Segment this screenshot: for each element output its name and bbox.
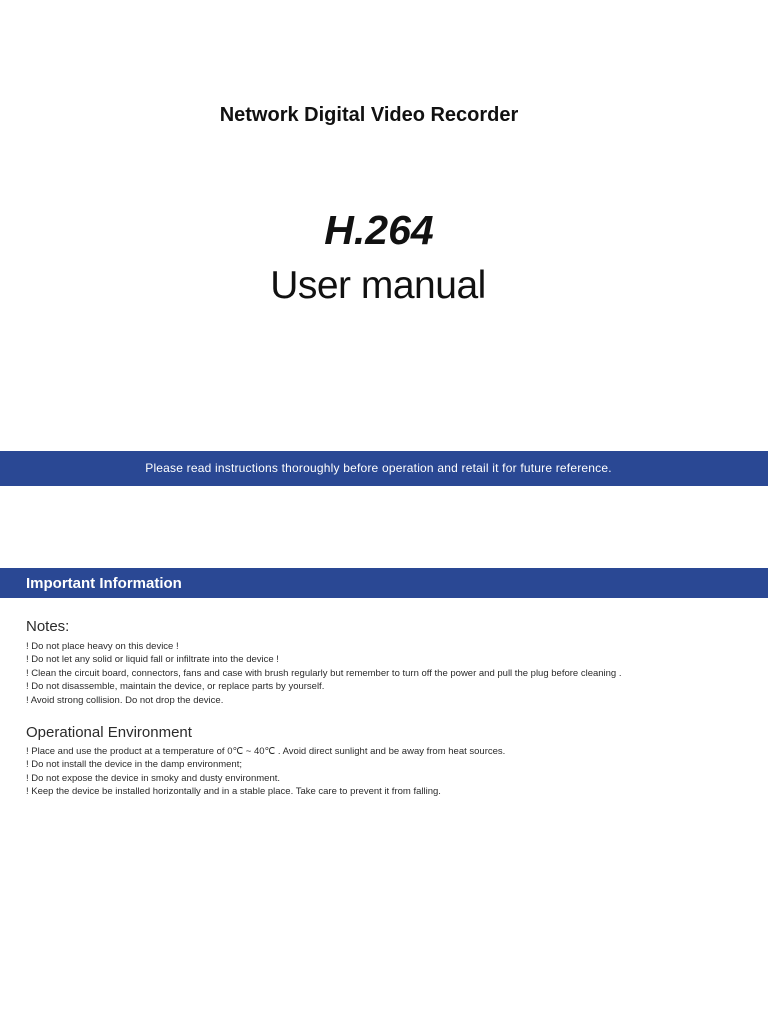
list-item: ! Keep the device be installed horizontally and in a stable place. Take care to prevent it from falling. (26, 786, 441, 798)
list-item: ! Do not place heavy on this device ! (26, 641, 179, 652)
list-item: ! Place and use the product at a temperature of 0℃ ~ 40℃ . Avoid direct sunlight and be away from heat sources. (26, 746, 506, 757)
operational-environment-heading: Operational Environment (26, 724, 192, 741)
section-title: Important Information (26, 575, 182, 592)
environment-list (26, 745, 505, 799)
list-item: ! Do not expose the device in smoky and dusty environment. (26, 772, 280, 784)
manual-title: User manual (270, 264, 486, 307)
list-item: ! Do not let any solid or liquid fall or infiltrate into the device ! (26, 654, 279, 666)
reference-banner (0, 451, 768, 486)
list-item: ! Do not disassemble, maintain the device, or replace parts by yourself. (26, 681, 325, 693)
banner-text: Please read instructions thoroughly before operation and retail it for future reference. (145, 461, 612, 475)
notes-heading: Notes: (26, 618, 70, 635)
notes-list (26, 640, 622, 707)
list-item: ! Clean the circuit board, connectors, fans and case with brush regularly but remember to turn off the power and pull the plug before cleaning . (26, 667, 622, 679)
document-subtitle: Network Digital Video Recorder (219, 104, 519, 126)
model-title: H.264 (324, 207, 434, 253)
list-item: ! Do not install the device in the damp environment; (26, 759, 242, 771)
list-item: ! Avoid strong collision. Do not drop the device. (26, 694, 224, 706)
important-information-bar (0, 568, 768, 598)
